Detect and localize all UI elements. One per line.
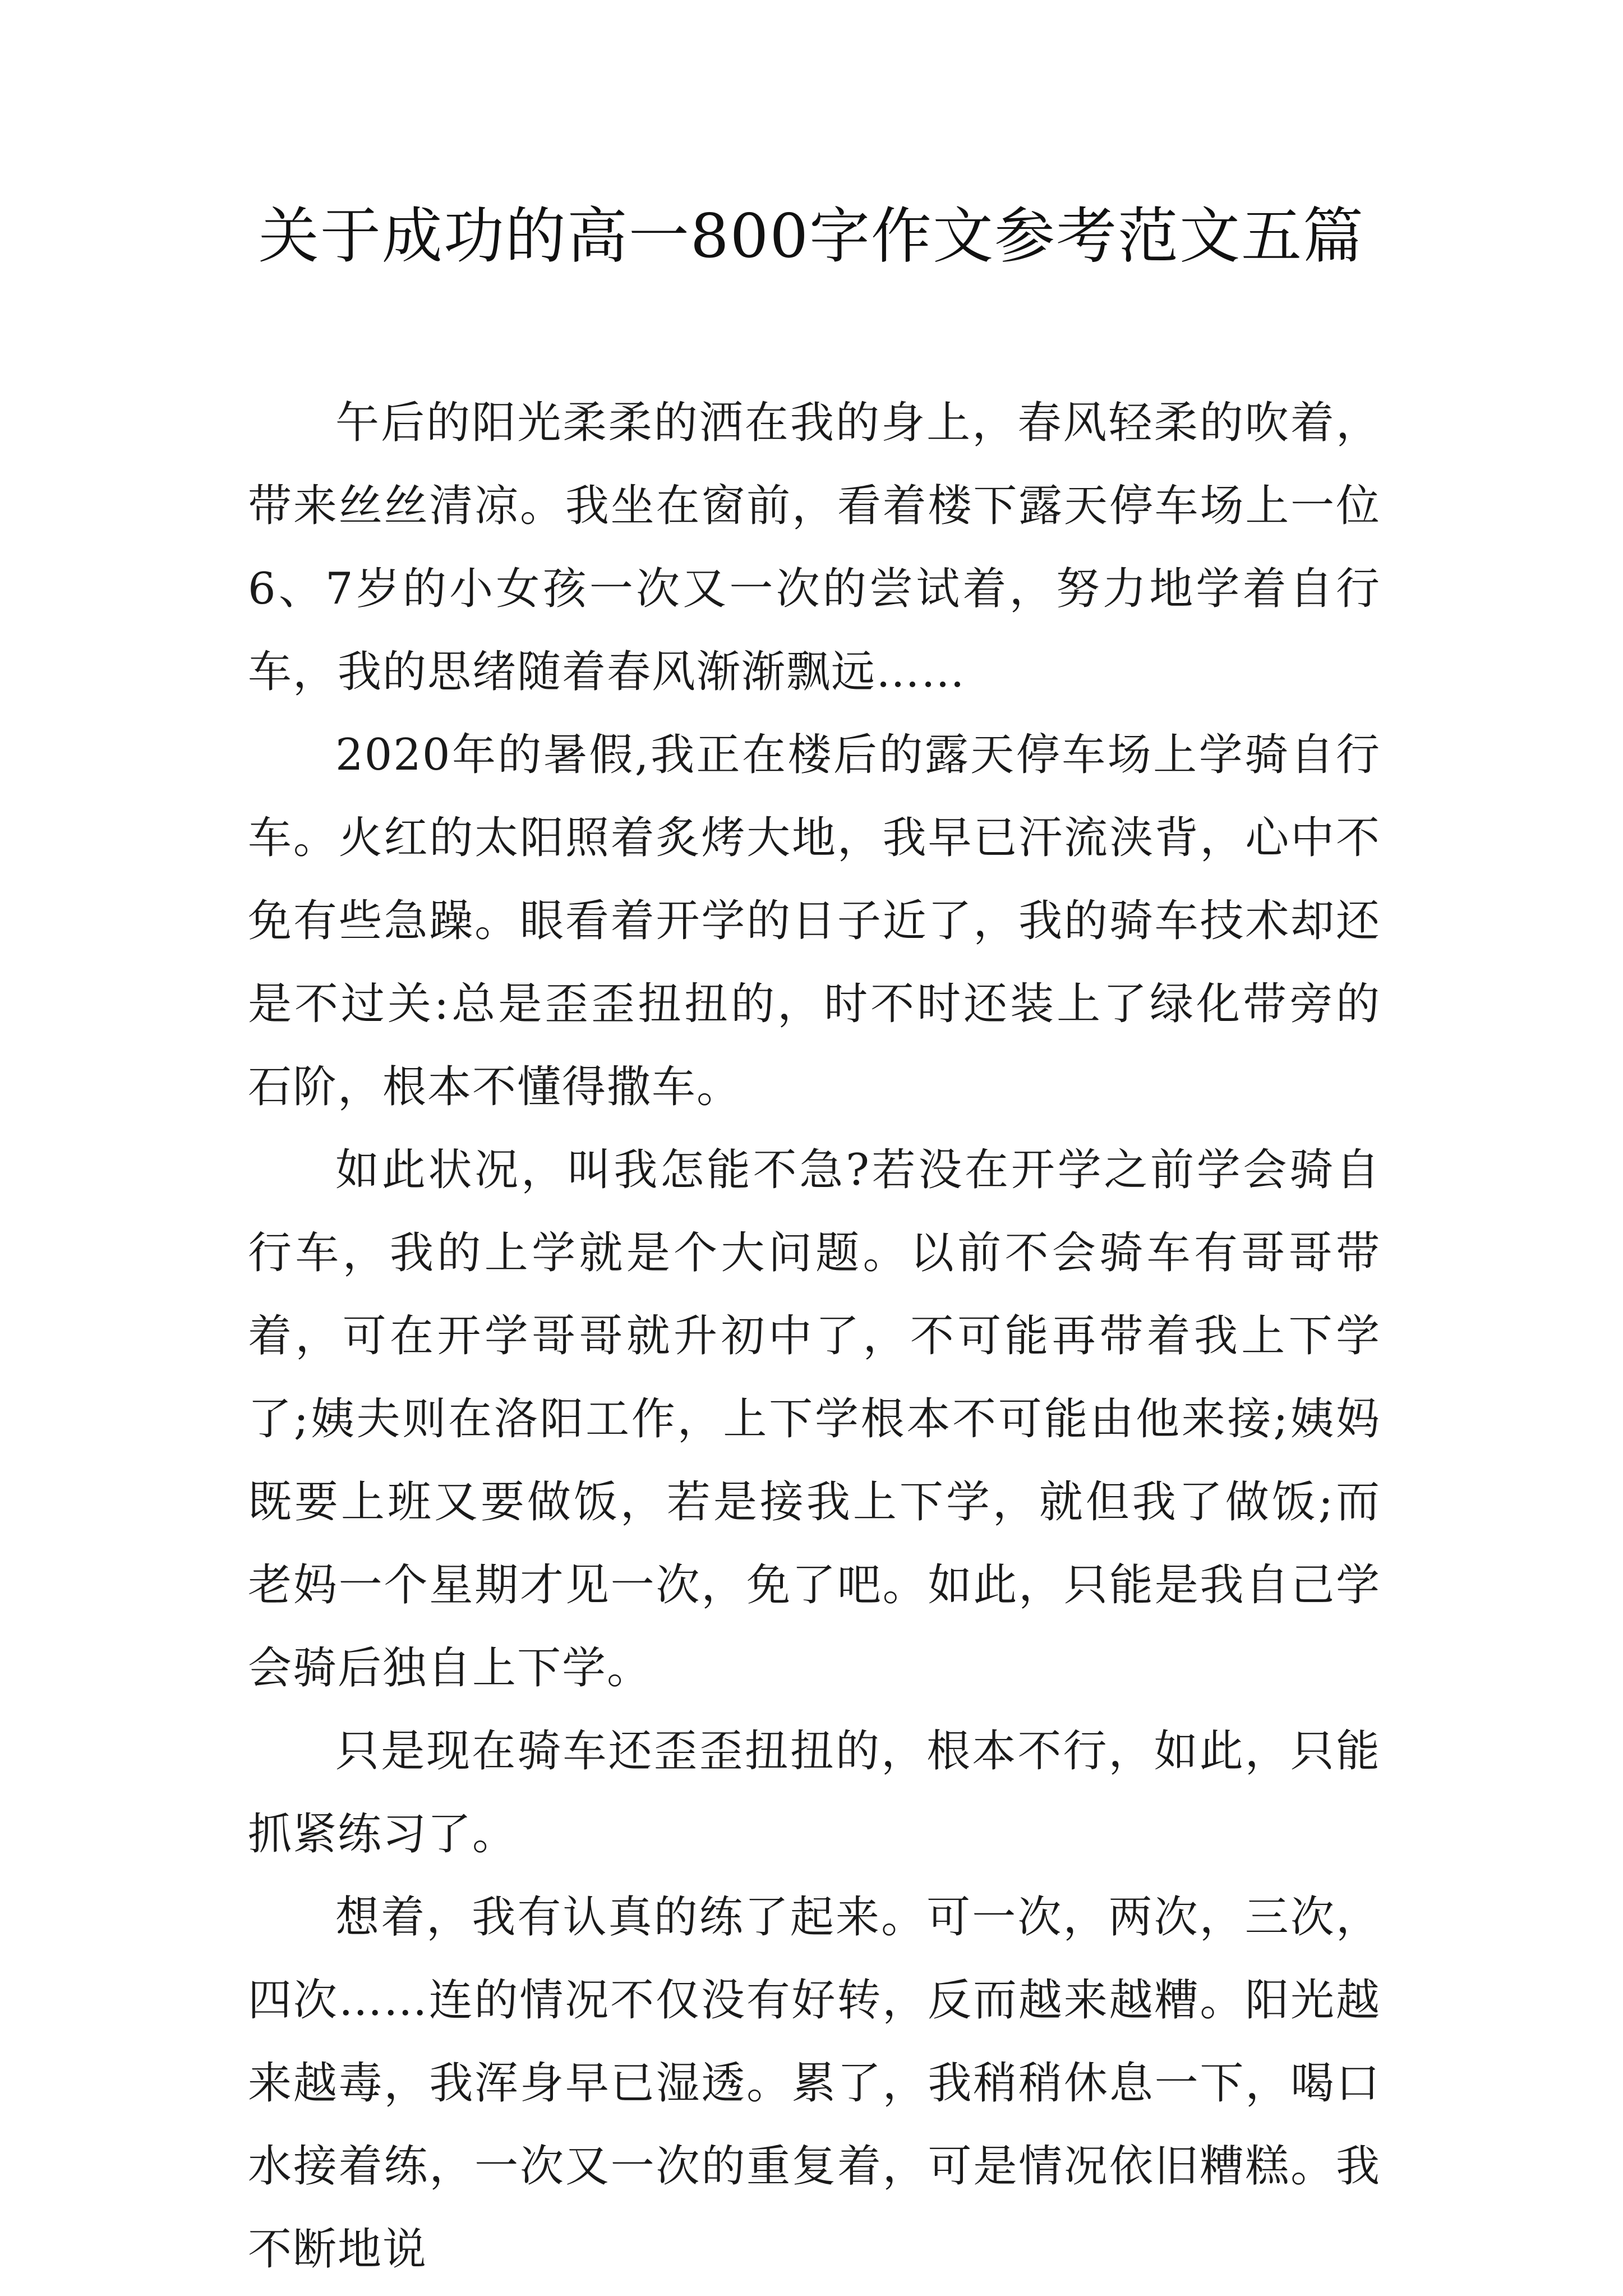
paragraph: 如此状况，叫我怎能不急?若没在开学之前学会骑自行车，我的上学就是个大问题。以前不会骑车有哥哥带着，可在开学哥哥就升初中了，不可能再带着我上下学了;姨夫则在洛阳工作，上下学根本不可能由他来接;姨妈既要上班又要做饭，若是接我上下学，就但我了做饭;而老妈一个星期才见一次，免了吧。如此，只能是我自己学会骑后独自上下学。 <box>248 1145 1381 1694</box>
paragraph: 只是现在骑车还歪歪扭扭的，根本不行，如此，只能抓紧练习了。 <box>248 1726 1381 1860</box>
paragraph: 2020年的暑假,我正在楼后的露天停车场上学骑自行车。火红的太阳照着炙烤大地，我早已汗流浃背，心中不免有些急躁。眼看着开学的日子近了，我的骑车技术却还是不过关:总是歪歪扭扭的，时不时还装上了绿化带旁的石阶，根本不懂得撒车。 <box>248 730 1381 1112</box>
paragraph: 午后的阳光柔柔的洒在我的身上，春风轻柔的吹着，带来丝丝清凉。我坐在窗前，看着楼下露天停车场上一位6、7岁的小女孩一次又一次的尝试着，努力地学着自行车，我的思绪随着春风渐渐飘远…… <box>248 398 1381 697</box>
paragraph: 想着，我有认真的练了起来。可一次，两次，三次，四次……连的情况不仅没有好转，反而越来越糟。阳光越来越毒，我浑身早已湿透。累了，我稍稍休息一下，喝口水接着练，一次又一次的重复着，可是情况依旧糟糕。我不断地说 <box>248 1892 1381 2275</box>
document-title: 关于成功的高一800字作文参考范文五篇 <box>258 201 1365 272</box>
document-body <box>248 381 1381 2291</box>
